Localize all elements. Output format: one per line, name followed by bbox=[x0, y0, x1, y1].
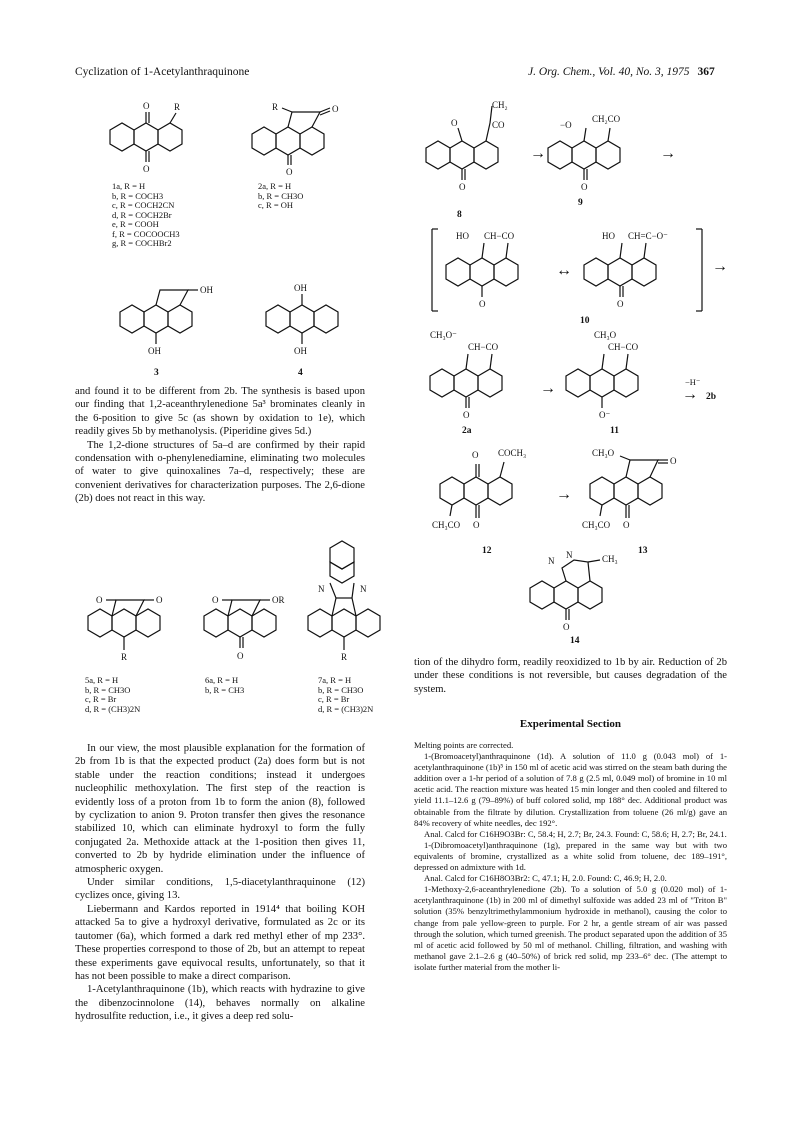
svg-text:O: O bbox=[670, 456, 677, 466]
sub-2c: c, R = OH bbox=[258, 200, 294, 210]
paragraph: and found it to be different from 2b. The synthesis is based upon our finding that 1,2-aceanthrylenedione 5a³ brominates cleanly in the 6-position to give 5c (as shown by oxidation to 1e), which readily gives 5b by methanolysis. (Piperidine gives 5d.) bbox=[75, 386, 365, 438]
svg-text:O: O bbox=[286, 167, 293, 177]
structure-3 bbox=[110, 280, 220, 360]
compound-number-4: 4 bbox=[298, 368, 303, 378]
reaction-arrow: → bbox=[540, 380, 556, 397]
compound-number-2a: 2a bbox=[462, 426, 472, 436]
svg-text:OH: OH bbox=[294, 283, 307, 293]
substituents-5 bbox=[85, 676, 185, 714]
structure-9 bbox=[540, 98, 650, 208]
structure-1 bbox=[100, 100, 190, 180]
structure-8 bbox=[418, 98, 528, 208]
svg-text:CH−CO: CH−CO bbox=[608, 342, 639, 352]
structure-11 bbox=[556, 326, 676, 426]
structure-12 bbox=[430, 444, 550, 544]
page-number: 367 bbox=[697, 66, 715, 78]
svg-text:N: N bbox=[566, 550, 573, 560]
sub-1f: f, R = COCOOCH3 bbox=[112, 228, 180, 239]
sub-6a: 6a, R = H bbox=[205, 675, 239, 685]
svg-text:O: O bbox=[459, 182, 466, 192]
svg-text:CH₃O⁻: CH₃O⁻ bbox=[430, 330, 457, 340]
sub-7a: 7a, R = H bbox=[318, 675, 352, 685]
svg-text:O: O bbox=[451, 118, 458, 128]
compound-number-11: 11 bbox=[610, 426, 619, 436]
svg-text:O: O bbox=[96, 595, 103, 605]
compound-number-10: 10 bbox=[580, 316, 590, 326]
paragraph: tion of the dihydro form, readily reoxidized to 1b by air. Reduction of 2b under these conditions is not reversible, but causes degradation of the system. bbox=[414, 657, 727, 695]
experimental-text bbox=[414, 740, 727, 973]
paragraph: 1-Acetylanthraquinone (1b), which reacts with hydrazine to give the dibenzocinnolone (14), behaves normally on alkaline hydrosulfite reduction, i.e., it gives a deep red solu- bbox=[75, 984, 365, 1023]
svg-text:OH: OH bbox=[148, 346, 161, 356]
svg-text:O: O bbox=[623, 520, 630, 530]
svg-text:O: O bbox=[332, 104, 339, 114]
svg-text:O: O bbox=[479, 299, 486, 309]
paragraph: Melting points are corrected. bbox=[414, 740, 514, 750]
structure-10-b bbox=[572, 225, 712, 315]
sub-5a: 5a, R = H bbox=[85, 675, 119, 685]
sub-1d: d, R = COCH2Br bbox=[112, 209, 172, 220]
journal-citation bbox=[528, 66, 715, 78]
paragraph: Under similar conditions, 1,5-diacetylanthraquinone (12) cyclizes once, giving 13. bbox=[75, 877, 365, 902]
substituents-2 bbox=[258, 182, 358, 211]
reaction-arrow: → bbox=[556, 486, 572, 503]
sub-1c: c, R = COCH2CN bbox=[112, 200, 175, 210]
paragraph: Liebermann and Kardos reported in 1914⁴ that boiling KOH attacked 5a to give a hydroxyl derivative, formulated as 2c or its tautomer (6a), which formed a dark red methyl ether of mp 233°. These properties correspond to those of 2b, but an attempt to repeat these experiments gave equivocal results, unfortunately, so that it has not been possible to make a direct comparison. bbox=[75, 903, 365, 982]
resonance-arrow: ↔ bbox=[556, 262, 572, 279]
sub-7b: b, R = CH3O bbox=[318, 684, 364, 695]
svg-text:R: R bbox=[174, 102, 181, 112]
structure-6 bbox=[196, 580, 306, 670]
svg-text:O: O bbox=[473, 520, 480, 530]
svg-text:HO: HO bbox=[602, 231, 615, 241]
svg-text:CH₃O: CH₃O bbox=[594, 330, 617, 340]
svg-text:CH₃O: CH₃O bbox=[592, 448, 615, 458]
svg-text:−O: −O bbox=[560, 120, 572, 130]
svg-text:R: R bbox=[341, 652, 348, 662]
svg-text:O: O bbox=[156, 595, 163, 605]
svg-text:OH: OH bbox=[294, 346, 307, 356]
sub-5d: d, R = (CH3)2N bbox=[85, 703, 141, 714]
structure-10-a bbox=[428, 225, 558, 315]
svg-text:O⁻: O⁻ bbox=[599, 410, 611, 420]
paragraph: 1-Methoxy-2,6-aceanthrylenedione (2b). To a solution of 5.0 g (0.020 mol) of 1-acetylanthraquinone (1b) in 200 ml of dimethyl sulfoxide was added 23 ml of "Triton B" solution (35% benzyltrimethylammonium hydroxide in methanol), causing the color to change from pale yellow-green to purple. For 2 hr, a gentle stream of air was passed through the solution, which turned greenish. The product separated upon the addition of 35 ml of acetic acid followed by 50 ml of methanol. Chilling, filtration, and washing with methanol gave 2.1–2.6 g (40–50%) of brick red solid, mp 233–6° dec. (The attempt to isolate further material from the mother li- bbox=[414, 884, 727, 972]
svg-text:CH₃CO: CH₃CO bbox=[432, 520, 461, 530]
paragraph: The 1,2-dione structures of 5a–d are confirmed by their rapid condensation with o-phenylenediamine, eliminating two molecules of water to give quinoxalines 7a–d, respectively; these are convenient derivatives for characterization purposes. The 2,6-dione (2b) does not react in this way. bbox=[75, 439, 365, 505]
svg-text:O: O bbox=[237, 651, 244, 661]
sub-2a: 2a, R = H bbox=[258, 181, 292, 191]
svg-text:CH₃: CH₃ bbox=[602, 554, 618, 564]
sub-1b: b, R = COCH3 bbox=[112, 190, 164, 201]
paragraph: 1-(Dibromoacetyl)anthraquinone (1g), prepared in the same way but with two equivalents of bromine, crystallized as a white solid from toluene, dec 189–191°, depressed on admixture with 1d. bbox=[414, 839, 727, 873]
compound-number-8: 8 bbox=[457, 210, 462, 220]
svg-text:HO: HO bbox=[456, 231, 469, 241]
sub-1g: g, R = COCHBr2 bbox=[112, 238, 172, 248]
svg-text:N: N bbox=[318, 584, 325, 594]
svg-text:CH−CO: CH−CO bbox=[468, 342, 499, 352]
substituents-1 bbox=[112, 182, 222, 249]
substituents-6 bbox=[205, 676, 305, 695]
running-title: Cyclization of 1-Acetylanthraquinone bbox=[75, 66, 250, 78]
svg-text:CH₃CO: CH₃CO bbox=[582, 520, 611, 530]
substituents-7 bbox=[318, 676, 418, 714]
reaction-arrow: → bbox=[660, 145, 676, 162]
compound-number-2b: 2b bbox=[706, 392, 717, 402]
svg-text:O: O bbox=[617, 299, 624, 309]
structure-7 bbox=[300, 540, 400, 670]
reaction-arrow: → bbox=[530, 145, 546, 162]
sub-6b: b, R = CH3 bbox=[205, 684, 245, 695]
sub-5b: b, R = CH3O bbox=[85, 684, 131, 695]
sub-1e: e, R = COOH bbox=[112, 219, 159, 229]
svg-text:CH−CO: CH−CO bbox=[484, 231, 515, 241]
sub-1a: 1a, R = H bbox=[112, 181, 146, 191]
hydride-label: −H⁻ bbox=[685, 377, 701, 387]
sub-7d: d, R = (CH3)2N bbox=[318, 703, 374, 714]
svg-text:O: O bbox=[212, 595, 219, 605]
paragraph: Anal. Calcd for C16H8O3Br2: C, 47.1; H, 2.0. Found: C, 46.9; H, 2.0. bbox=[424, 873, 667, 884]
svg-text:O: O bbox=[563, 622, 570, 632]
structure-2 bbox=[242, 100, 352, 180]
sub-5c: c, R = Br bbox=[85, 694, 117, 704]
paragraph: In our view, the most plausible explanation for the formation of 2b from 1b is that the expected product (2a) does form but is not stable under the reaction conditions; instead it undergoes nucleophilic methoxylation. The first step of the reaction is evidently loss of a proton from 1b to form the anion (8), followed by cyclization to anion 9. Proton transfer then gives the resonance stabilized 10, which can eliminate hydroxyl to form the fully conjugated 2a. Methoxide attack at the 1-position then gives 11, converted to 2b by hydride elimination under the influence of atmospheric oxygen. bbox=[75, 743, 365, 875]
compound-number-3: 3 bbox=[154, 368, 159, 378]
structure-13 bbox=[580, 444, 710, 544]
svg-text:N: N bbox=[360, 584, 367, 594]
svg-text:CO: CO bbox=[492, 120, 505, 130]
svg-text:CH₂: CH₂ bbox=[492, 100, 508, 110]
svg-text:COCH₃: COCH₃ bbox=[498, 448, 527, 458]
svg-text:N: N bbox=[548, 556, 555, 566]
svg-text:O: O bbox=[143, 101, 150, 111]
compound-number-13: 13 bbox=[638, 546, 648, 556]
compound-number-12: 12 bbox=[482, 546, 492, 556]
svg-text:O: O bbox=[463, 410, 470, 420]
paragraph: Anal. Calcd for C16H9O3Br: C, 58.4; H, 2.7; Br, 24.3. Found: C, 58.6; H, 2.7; Br, 24.1. bbox=[424, 828, 727, 839]
sub-2b: b, R = CH3O bbox=[258, 190, 304, 201]
left-column-bottom bbox=[75, 742, 365, 1024]
experimental-section-title: Experimental Section bbox=[519, 718, 622, 730]
left-column-top bbox=[75, 385, 365, 506]
compound-number-9: 9 bbox=[578, 198, 583, 208]
svg-text:OH: OH bbox=[200, 285, 213, 295]
reaction-arrow: → bbox=[682, 386, 698, 403]
structure-5 bbox=[80, 580, 180, 670]
sub-7c: c, R = Br bbox=[318, 694, 350, 704]
svg-text:R: R bbox=[121, 652, 128, 662]
svg-text:O: O bbox=[581, 182, 588, 192]
svg-text:OR: OR bbox=[272, 595, 285, 605]
reaction-arrow: → bbox=[712, 258, 728, 275]
structure-2a bbox=[420, 326, 540, 426]
structure-14 bbox=[520, 548, 640, 638]
svg-text:CH=C−O⁻: CH=C−O⁻ bbox=[628, 231, 668, 241]
svg-text:CH₂CO: CH₂CO bbox=[592, 114, 621, 124]
svg-text:R: R bbox=[272, 102, 279, 112]
paragraph: 1-(Bromoacetyl)anthraquinone (1d). A solution of 11.0 g (0.043 mol) of 1-acetylanthraquinone (1b)⁵ in 150 ml of acetic acid was stirred on the steam bath during the addition over a 1-hr period of a solution of 7.8 g (2.5 ml, 0.049 mol) of bromine in 10 ml acetic acid. The reaction mixture was heated 15 min longer and then cooled and filtered to yield 11.1–12.6 g (79–89%) of buff colored solid, mp 188° dec. Additional product was obtainable from the filtrate by dilution. Crystallization from toluene (26 ml/g) gave an 84% recovery of white needles, dec 192°. bbox=[414, 751, 727, 828]
svg-text:O: O bbox=[143, 164, 150, 174]
journal-name: J. Org. Chem., Vol. 40, No. 3, 1975 bbox=[528, 66, 690, 78]
compound-number-14: 14 bbox=[570, 636, 580, 646]
svg-text:O: O bbox=[472, 450, 479, 460]
right-column-top bbox=[414, 656, 727, 696]
structure-4 bbox=[258, 280, 358, 360]
